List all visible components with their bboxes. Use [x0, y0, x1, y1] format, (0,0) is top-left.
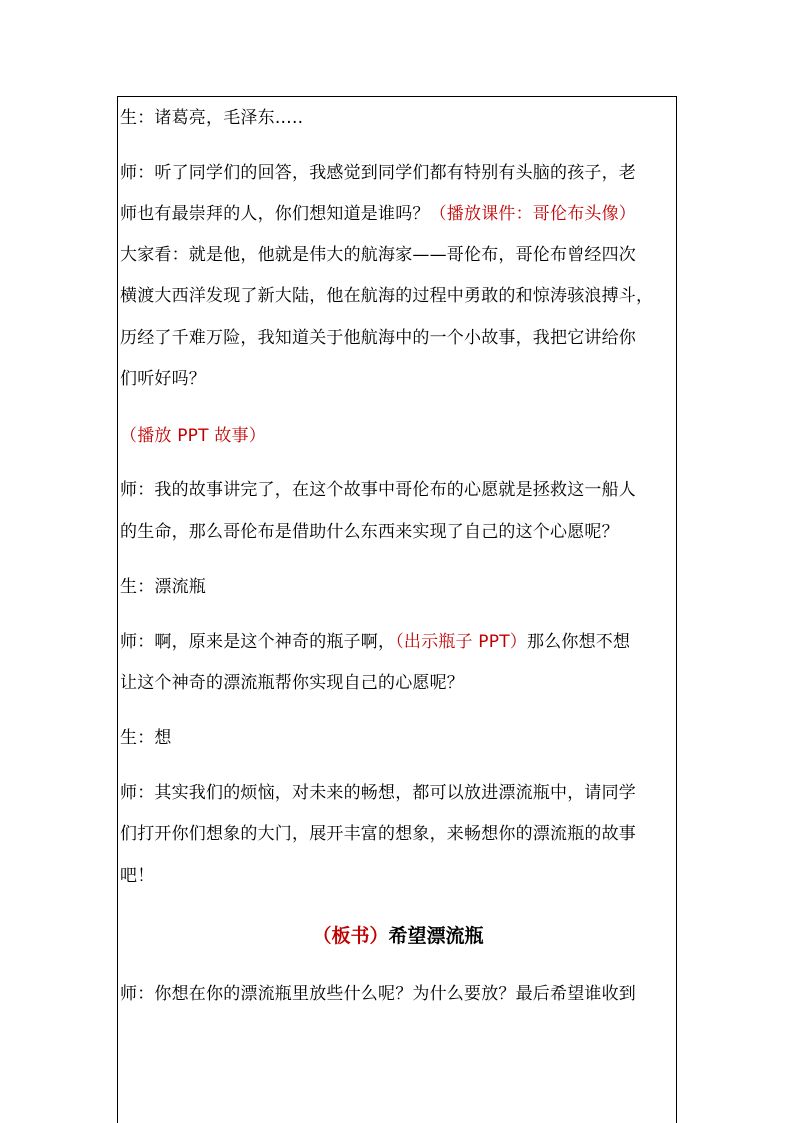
dialogue-line: 师：你想在你的漂流瓶里放些什么呢？为什么要放？最后希望谁收到	[120, 984, 636, 1004]
dialogue-line: 让这个神奇的漂流瓶帮你实现自己的心愿呢？	[120, 673, 464, 693]
dialogue-line: 师：听了同学们的回答，我感觉到同学们都有特别有头脑的孩子，老	[120, 163, 636, 183]
dialogue-line: 师：我的故事讲完了，在这个故事中哥伦布的心愿就是拯救这一船人	[120, 480, 636, 500]
board-label: （板书）	[312, 925, 389, 947]
stage-direction: （播放课件：哥伦布头像）	[429, 204, 637, 224]
board-heading	[120, 924, 676, 948]
line-text: 师：啊，原来是这个神奇的瓶子啊，	[120, 632, 396, 652]
line-text: 师也有最崇拜的人，你们想知道是谁吗？	[120, 204, 430, 224]
dialogue-line: 生：诸葛亮，毛泽东…..	[120, 108, 304, 128]
dialogue-line: 生：想	[120, 728, 172, 748]
dialogue-line	[120, 204, 676, 224]
line-text: 那么你想不想	[527, 632, 631, 652]
stage-direction: （出示瓶子 PPT）	[395, 632, 527, 652]
dialogue-line: 历经了千难万险，我知道关于他航海中的一个小故事，我把它讲给你	[120, 328, 636, 348]
dialogue-line: 横渡大西洋发现了新大陆，他在航海的过程中勇敢的和惊涛骇浪搏斗，	[120, 286, 654, 306]
stage-direction: （播放 PPT 故事）	[120, 426, 266, 446]
dialogue-line: 师：其实我们的烦恼，对未来的畅想，都可以放进漂流瓶中，请同学	[120, 783, 636, 803]
dialogue-line	[120, 632, 676, 652]
dialogue-line: 大家看：就是他，他就是伟大的航海家——哥伦布，哥伦布曾经四次	[120, 245, 636, 265]
dialogue-line: 的生命，那么哥伦布是借助什么东西来实现了自己的这个心愿呢？	[120, 522, 619, 542]
board-title: 希望漂流瓶	[388, 925, 484, 947]
dialogue-line: 生：漂流瓶	[120, 577, 206, 597]
dialogue-line: 们打开你们想象的大门，展开丰富的想象，来畅想你的漂流瓶的故事	[120, 824, 636, 844]
dialogue-line: 吧！	[120, 866, 155, 886]
dialogue-line: 们听好吗？	[120, 369, 206, 389]
